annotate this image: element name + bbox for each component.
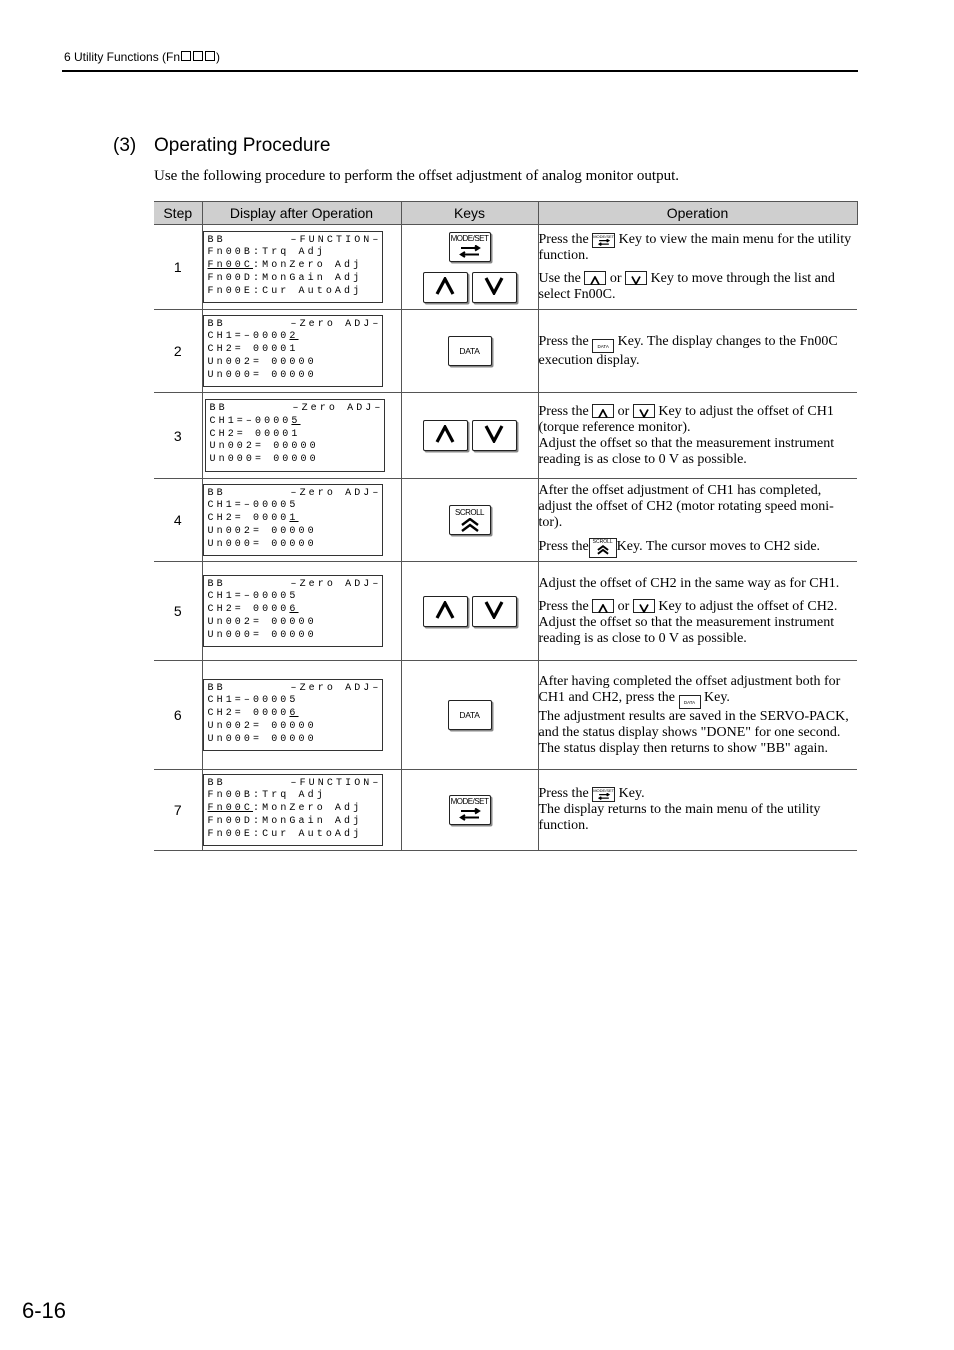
placeholder-box-icon <box>205 51 215 61</box>
step-number: 6 <box>154 661 202 770</box>
operation-text: After having completed the offset adjustment both for CH1 and CH2, press the DATA Key. The adjustment results are saved in the SERVO-PACK, and the status display shows "DONE" for one second. The status display then returns to show "BB" again. <box>538 661 857 770</box>
lcd-display: BB –FUNCTION– Fn00B:Trq Adj Fn00C:MonZero Adj Fn00D:MonGain Adj Fn00E:Cur AutoAdj <box>203 231 383 304</box>
intro-paragraph: Use the following procedure to perform the offset adjustment of analog monitor output. <box>154 168 680 184</box>
lcd-display: BB –Zero ADJ– CH1=–00005 CH2= 00001 Un002= 00000 Un000= 00000 <box>203 484 383 557</box>
down-arrow-icon <box>484 277 504 295</box>
scroll-key: SCROLL <box>449 505 491 535</box>
header-keys: Keys <box>401 202 538 225</box>
down-key <box>472 420 517 451</box>
down-key <box>472 272 517 303</box>
table-row <box>154 310 857 393</box>
up-key-inline <box>592 599 614 613</box>
up-key <box>423 272 468 303</box>
down-key-inline <box>625 271 647 285</box>
data-key: DATA <box>448 700 492 730</box>
operation-text: Adjust the offset of CH2 in the same way as for CH1. Press the or Key to adjust the offset of CH2. Adjust the offset so that the measurement instrument reading is as close to 0 V as possible. <box>538 562 857 661</box>
step-number: 3 <box>154 393 202 479</box>
running-header: 6 Utility Functions (Fn ) <box>64 50 221 64</box>
down-arrow-icon <box>484 601 504 619</box>
section-title: (3) Operating Procedure <box>113 135 331 156</box>
scroll-key-inline: SCROLL <box>589 538 617 558</box>
mode-set-arrows-icon <box>457 808 483 821</box>
lcd-display: BB –FUNCTION– Fn00B:Trq Adj Fn00C:MonZero Adj Fn00D:MonGain Adj Fn00E:Cur AutoAdj <box>203 774 383 847</box>
step-number: 1 <box>154 225 202 310</box>
step-number: 4 <box>154 479 202 562</box>
operation-text: Press the MODE/SET Key to view the main menu for the utility function. Use the or Key to move through the list and select Fn00C. <box>538 225 857 310</box>
table-row <box>154 562 857 661</box>
up-key-inline <box>592 404 614 418</box>
placeholder-box-icon <box>193 51 203 61</box>
header-display: Display after Operation <box>202 202 401 225</box>
data-key-inline: DATA <box>679 695 701 709</box>
down-arrow-icon <box>484 425 504 443</box>
table-row <box>154 770 857 851</box>
header-step: Step <box>154 202 202 225</box>
up-key <box>423 596 468 627</box>
scroll-double-chevron-icon <box>459 518 481 532</box>
table-row <box>154 479 857 562</box>
up-arrow-icon <box>435 425 455 443</box>
up-arrow-icon <box>435 277 455 295</box>
data-key-inline: DATA <box>592 339 614 353</box>
table-row <box>154 661 857 770</box>
mode-set-key-inline: MODE/SET <box>592 233 615 248</box>
header-rule <box>62 70 858 72</box>
lcd-display: BB –Zero ADJ– CH1=–00005 CH2= 00001 Un002= 00000 Un000= 00000 <box>205 399 385 472</box>
operation-text: After the offset adjustment of CH1 has completed, adjust the offset of CH2 (motor rotating speed moni-tor). Press the SCROLL Key. The cursor moves to CH2 side. <box>538 479 857 562</box>
mode-set-key: MODE/SET <box>449 795 491 825</box>
operation-text: Press the MODE/SET Key. The display returns to the main menu of the utility function. <box>538 770 857 851</box>
up-key-inline <box>584 271 606 285</box>
mode-set-key-inline: MODE/SET <box>592 787 615 802</box>
step-number: 7 <box>154 770 202 851</box>
placeholder-box-icon <box>181 51 191 61</box>
step-number: 5 <box>154 562 202 661</box>
table-row <box>154 393 857 479</box>
lcd-display: BB –Zero ADJ– CH1=–00005 CH2= 00006 Un002= 00000 Un000= 00000 <box>203 679 383 752</box>
up-key <box>423 420 468 451</box>
mode-set-arrows-icon <box>457 245 483 258</box>
up-arrow-icon <box>435 601 455 619</box>
down-key-inline <box>633 599 655 613</box>
step-number: 2 <box>154 310 202 393</box>
table-row <box>154 225 857 310</box>
header-operation: Operation <box>538 202 857 225</box>
data-key: DATA <box>448 336 492 366</box>
lcd-display: BB –Zero ADJ– CH1=–00002 CH2= 00001 Un002= 00000 Un000= 00000 <box>203 315 383 388</box>
table-header-row <box>154 202 857 225</box>
down-key-inline <box>633 404 655 418</box>
down-key <box>472 596 517 627</box>
page-number: 6-16 <box>22 1298 67 1323</box>
mode-set-key: MODE/SET <box>449 232 491 262</box>
operation-text: Press the or Key to adjust the offset of CH1 (torque reference monitor). Adjust the offset so that the measurement instrument reading is as close to 0 V as possible. <box>538 393 857 479</box>
operation-text: Press the DATA Key. The display changes to the Fn00C execution display. <box>538 310 857 393</box>
lcd-display: BB –Zero ADJ– CH1=–00005 CH2= 00006 Un002= 00000 Un000= 00000 <box>203 575 383 648</box>
procedure-table <box>154 201 858 851</box>
